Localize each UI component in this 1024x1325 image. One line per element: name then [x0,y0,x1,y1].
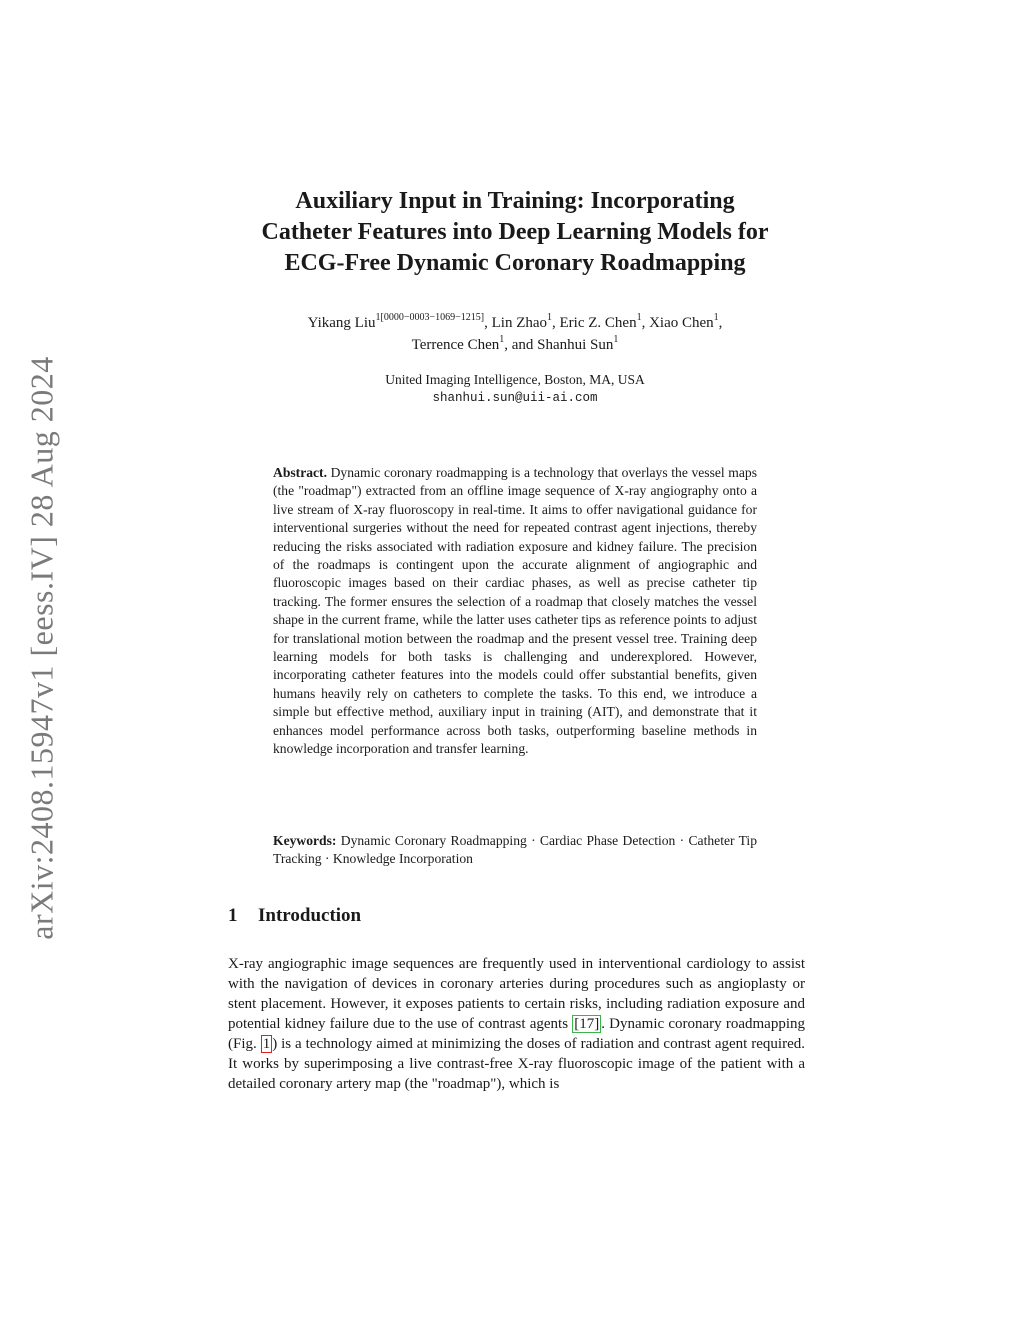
author-list [200,312,830,356]
abstract-text: Dynamic coronary roadmapping is a technology that overlays the vessel maps (the "roadmap") extracted from an offline image sequence of X-ray angiography onto a live stream of X-ray fluoroscopy in real-time. It aims to offer navigational guidance for interventional surgeries without the need for repeated contrast agent injections, thereby reducing the risks associated with radiation exposure and kidney failure. The precision of the roadmaps is contingent upon the accurate alignment of angiographic and fluoroscopic images based on their cardiac phases, as well as precise catheter tip tracking. The former ensures the selection of a roadmap that closely matches the vessel shape in the current frame, while the latter uses catheter tips as reference points to adjust for translational motion between the roadmap and the present vessel tree. Training deep learning models for both tasks is challenging and underexplored. However, incorporating catheter features into the models could offer substantial benefits, given humans heavily rely on catheters to complete the tasks. To this end, we introduce a simple but effective method, auxiliary input in training (AIT), and demonstrate that it enhances model performance across both tasks, outperforming baseline methods in knowledge incorporation and transfer learning. [273,465,757,757]
author-separator: , [718,315,723,331]
author-line-2 [200,334,830,356]
keywords [273,832,757,869]
author-affiliation: 1 [713,312,719,323]
contact-email: shanhui.sun@uii-ai.com [432,391,598,405]
abstract [273,464,757,759]
affiliation-block [200,370,830,408]
author-name: , Xiao Chen [641,315,714,331]
author-name: Terrence Chen [411,337,500,353]
author-affiliation: 1 [499,334,505,345]
author-name: , Lin Zhao [484,315,548,331]
affiliation-org: United Imaging Intelligence, Boston, MA, USA [385,372,645,387]
keywords-label: Keywords: [273,833,337,848]
arxiv-stamp [0,0,60,1325]
author-affiliation: 1 [613,334,619,345]
author-line-1 [200,312,830,334]
abstract-label: Abstract. [273,465,327,480]
intro-text: ) is a technology aimed at minimizing the doses of radiation and contrast agent required. It works by superimposing a live contrast-free X-ray fluoroscopic image of the patient with a detailed coronary artery map (the "roadmap"), which is [228,1036,805,1092]
introduction-paragraph [228,954,805,1094]
section-heading-introduction [228,905,361,927]
title-line-2: Catheter Features into Deep Learning Models for [261,219,769,245]
citation-link[interactable]: [17] [574,1016,600,1032]
author-affiliation: 1 [547,312,553,323]
figure-ref-link[interactable]: 1 [262,1036,271,1052]
author-affiliation-orcid: 1[0000−0003−1069−1215] [375,312,485,323]
intro-text: . Dynamic coronary roadmapping (Fig. [228,1016,805,1052]
section-number: 1 [228,905,238,926]
keywords-text: Dynamic Coronary Roadmapping · Cardiac Phase Detection · Catheter Tip Tracking · Knowledge Incorporation [273,833,757,867]
title-line-1: Auxiliary Input in Training: Incorporating [295,188,735,214]
section-title: Introduction [258,905,362,926]
title-line-3: ECG-Free Dynamic Coronary Roadmapping [284,250,746,276]
author-name: Yikang Liu [307,315,376,331]
arxiv-id: arXiv:2408.15947v1 [eess.IV] 28 Aug 2024 [23,356,60,940]
author-name: , and Shanhui Sun [504,337,614,353]
author-affiliation: 1 [636,312,642,323]
intro-text: X-ray angiographic image sequences are frequently used in interventional cardiology to assist with the navigation of devices in coronary arteries during procedures such as angioplasty or stent placement. However, it exposes patients to certain risks, including radiation exposure and potential kidney failure due to the use of contrast agents [228,956,805,1032]
author-name: , Eric Z. Chen [552,315,637,331]
paper-title [200,186,830,279]
